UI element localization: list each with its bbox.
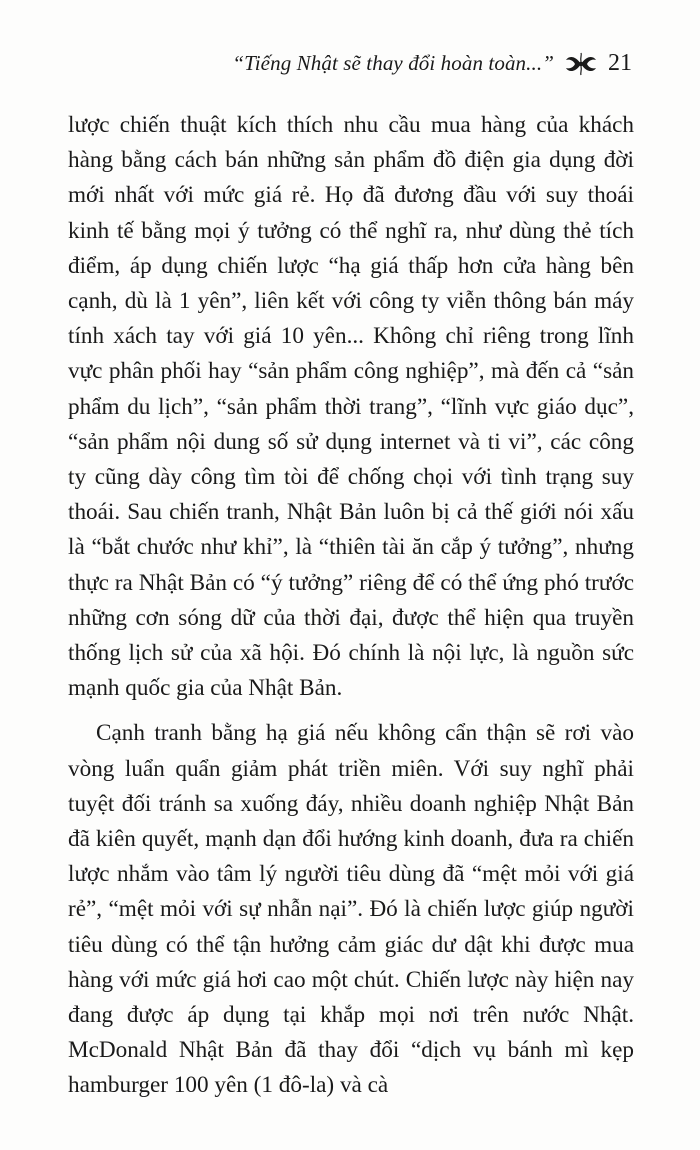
page-number: 21 [608, 50, 632, 76]
running-title: “Tiếng Nhật sẽ thay đổi hoàn toàn...” [232, 51, 554, 75]
body-text [68, 108, 634, 1104]
page-header [232, 50, 632, 77]
paragraph: lược chiến thuật kích thích nhu cầu mua hàng của khách hàng bằng cách bán những sản phẩm đồ điện gia dụng đời mới nhất với mức giá rẻ. Họ đã đương đầu với suy thoái kinh tế bằng mọi ý tưởng có thể nghĩ ra, như dùng thẻ tích điểm, áp dụng chiến lược “hạ giá thấp hơn cửa hàng bên cạnh, dù là 1 yên”, liên kết với công ty viễn thông bán máy tính xách tay với giá 10 yên... Không chỉ riêng trong lĩnh vực phân phối hay “sản phẩm công nghiệp”, mà đến cả “sản phẩm du lịch”, “sản phẩm thời trang”, “lĩnh vực giáo dục”, “sản phẩm nội dung số sử dụng internet và ti vi”, các công ty cũng dày công tìm tòi để chống chọi với tình trạng suy thoái. Sau chiến tranh, Nhật Bản luôn bị cả thế giới nói xấu là “bắt chước như khỉ”, là “thiên tài ăn cắp ý tưởng”, nhưng thực ra Nhật Bản có “ý tưởng” riêng để có thể ứng phó trước những cơn sóng dữ của thời đại, được thể hiện qua truyền thống lịch sử của xã hội. Đó chính là nội lực, là nguồn sức mạnh quốc gia của Nhật Bản. [68, 112, 634, 702]
paragraph: Cạnh tranh bằng hạ giá nếu không cẩn thận sẽ rơi vào vòng luẩn quẩn giảm phát triền miên. Với suy nghĩ phải tuyệt đối tránh sa xuống đáy, nhiều doanh nghiệp Nhật Bản đã kiên quyết, mạnh dạn đổi hướng kinh doanh, đưa ra chiến lược nhắm vào tâm lý người tiêu dùng đã “mệt mỏi với giá rẻ”, “mệt mỏi với sự nhẫn nại”. Đó là chiến lược giúp người tiêu dùng có thể tận hưởng cảm giác dư dật khi được mua hàng với mức giá hơi cao một chút. Chiến lược này hiện nay đang được áp dụng tại khắp mọi nơi trên nước Nhật. McDonald Nhật Bản đã thay đổi “dịch vụ bánh mì kẹp hamburger 100 yên (1 đô-la) và cà [68, 720, 634, 1099]
floral-ornament-icon [564, 51, 598, 77]
